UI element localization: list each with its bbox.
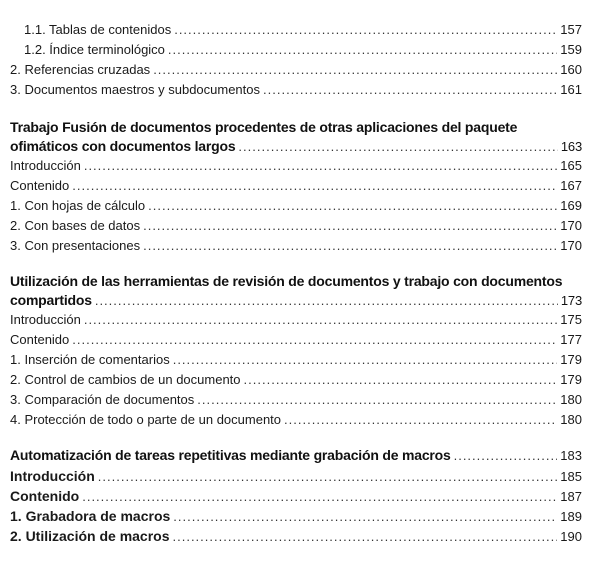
leader-dots — [174, 20, 557, 40]
toc-entry-page: 165 — [560, 158, 582, 173]
section-title — [10, 118, 582, 156]
leader-dots — [84, 310, 557, 330]
toc-entry-label: 1. Inserción de comentarios — [10, 352, 170, 367]
toc-entry — [10, 390, 582, 410]
leader-dots — [284, 410, 557, 430]
toc-entry-page: 177 — [560, 332, 582, 347]
leader-dots — [72, 176, 557, 196]
toc-entry — [10, 506, 582, 526]
leader-dots — [95, 291, 558, 310]
toc-entry-label: Contenido — [10, 332, 70, 347]
toc-entry — [10, 80, 582, 100]
leader-dots — [143, 236, 557, 256]
toc-entry-page: 157 — [560, 22, 582, 37]
toc-entry — [10, 216, 582, 236]
section-title-row — [10, 137, 582, 156]
toc-entry-label: Introducción — [10, 468, 95, 484]
leader-dots — [244, 370, 558, 390]
toc-entry-label: Contenido — [10, 488, 80, 504]
toc-entry-label: Introducción — [10, 312, 81, 327]
toc-entry — [10, 330, 582, 350]
toc-entry — [10, 466, 582, 486]
toc-entry-label: 2. Utilización de macros — [10, 528, 170, 544]
toc-entry-page: 180 — [560, 412, 582, 427]
leader-dots — [84, 156, 557, 176]
toc-entry-label: 2. Con bases de datos — [10, 218, 141, 233]
leader-dots — [168, 40, 557, 60]
leader-dots — [82, 487, 557, 507]
toc-entry-label: 2. Control de cambios de un documento — [10, 372, 241, 387]
toc-entry-page: 179 — [560, 352, 582, 367]
toc-entry-label: 1. Grabadora de macros — [10, 508, 171, 524]
leader-dots — [143, 216, 557, 236]
toc-entry-label: 3. Con presentaciones — [10, 238, 141, 253]
toc-entry — [10, 40, 582, 60]
toc-entry — [10, 410, 582, 430]
section-page: 183 — [560, 448, 582, 463]
toc-entry-label: 3. Documentos maestros y subdocumentos — [10, 82, 261, 97]
toc-entry-page: 170 — [560, 218, 582, 233]
toc-entry — [10, 236, 582, 256]
toc-entry-page: 169 — [560, 198, 582, 213]
leader-dots — [263, 80, 557, 100]
table-of-contents — [10, 20, 582, 546]
section-title-line1: Utilización de las herramientas de revisión de documentos y trabajo con documentos — [10, 273, 563, 289]
toc-entry-label: 4. Protección de todo o parte de un documento — [10, 412, 282, 427]
toc-entry-label: Contenido — [10, 178, 70, 193]
leader-dots — [98, 467, 558, 487]
leader-dots — [238, 137, 557, 156]
toc-entry-page: 185 — [560, 469, 582, 484]
toc-entry — [10, 60, 582, 80]
toc-entry-page: 161 — [560, 82, 582, 97]
toc-entry — [10, 196, 582, 216]
toc-entry — [10, 310, 582, 330]
toc-entry — [10, 486, 582, 506]
toc-entry-page: 190 — [560, 529, 582, 544]
toc-entry — [10, 20, 582, 40]
section-title — [10, 272, 582, 310]
section-title-line1: Trabajo Fusión de documentos procedentes de otras aplicaciones del paquete — [10, 119, 518, 135]
toc-section — [10, 118, 582, 256]
toc-entry-page: 180 — [560, 392, 582, 407]
toc-entry-page: 170 — [560, 238, 582, 253]
section-page: 173 — [560, 293, 582, 308]
toc-entry-page: 175 — [560, 312, 582, 327]
top-entries — [10, 20, 582, 100]
toc-entry-page: 159 — [560, 42, 582, 57]
toc-section — [10, 272, 582, 430]
leader-dots — [148, 196, 557, 216]
toc-entry-page: 179 — [560, 372, 582, 387]
toc-entry — [10, 350, 582, 370]
leader-dots — [173, 507, 557, 527]
toc-entry-label: 3. Comparación de documentos — [10, 392, 195, 407]
toc-entry-label: Introducción — [10, 158, 81, 173]
toc-entry — [10, 176, 582, 196]
toc-entry-label: 1.1. Tablas de contenidos — [24, 22, 172, 37]
leader-dots — [173, 350, 558, 370]
leader-dots — [153, 60, 557, 80]
section-title: Automatización de tareas repetitivas mediante grabación de macros — [10, 447, 451, 463]
section-title-row — [10, 291, 582, 310]
toc-entry-label: 1.2. Índice terminológico — [24, 42, 165, 57]
toc-entry-page: 189 — [560, 509, 582, 524]
toc-entry-page: 167 — [560, 178, 582, 193]
toc-entry-page: 160 — [560, 62, 582, 77]
toc-entry — [10, 370, 582, 390]
leader-dots — [173, 527, 558, 547]
leader-dots — [72, 330, 557, 350]
toc-section — [10, 446, 582, 546]
toc-entry-page: 187 — [560, 489, 582, 504]
leader-dots — [197, 390, 557, 410]
toc-entry-label: 1. Con hojas de cálculo — [10, 198, 146, 213]
section-title-line2: ofimáticos con documentos largos — [10, 138, 236, 154]
section-title-row — [10, 446, 582, 466]
leader-dots — [454, 446, 558, 466]
section-page: 163 — [560, 139, 582, 154]
toc-entry — [10, 156, 582, 176]
toc-entry — [10, 526, 582, 546]
section-title-line2: compartidos — [10, 292, 92, 308]
toc-entry-label: 2. Referencias cruzadas — [10, 62, 151, 77]
